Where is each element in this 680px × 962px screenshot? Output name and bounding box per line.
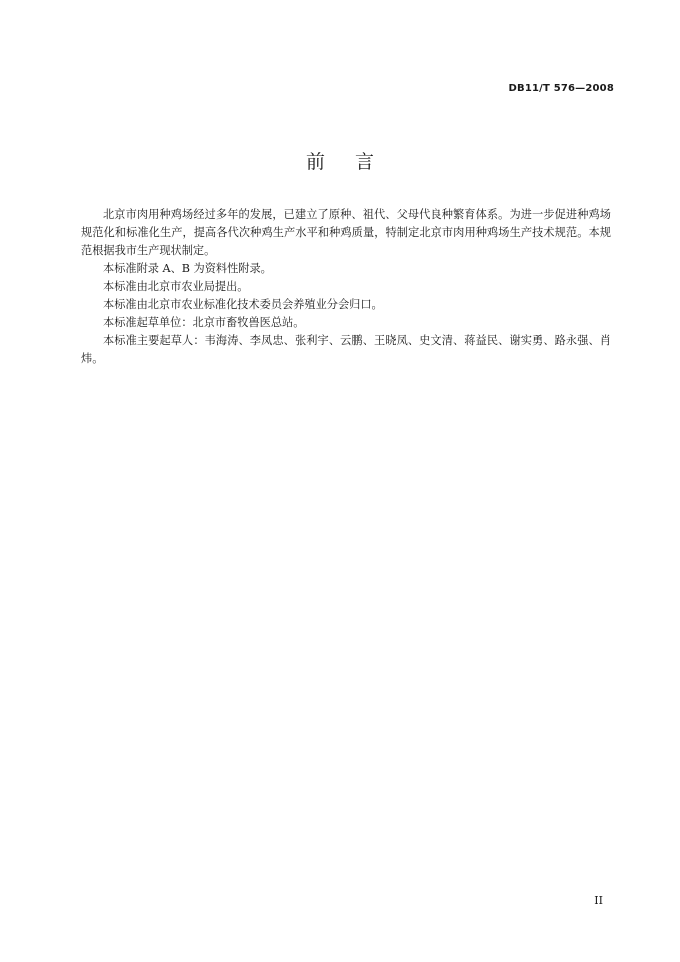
paragraph-intro: 北京市肉用种鸡场经过多年的发展，已建立了原种、祖代、父母代良种繁育体系。为进一步促进种鸡场规范化和标准化生产，提高各代次种鸡生产水平和种鸡质量，特制定北京市肉用种鸡场生产技术规范。本规范根据我市生产现状制定。 bbox=[81, 208, 611, 257]
page-title: 前言 bbox=[305, 151, 404, 173]
paragraph-drafting-unit: 本标准起草单位：北京市畜牧兽医总站。 bbox=[103, 316, 305, 329]
paragraph-appendix: 本标准附录 A、B 为资料性附录。 bbox=[103, 262, 272, 275]
paragraph-committee: 本标准由北京市农业标准化技术委员会养殖业分会归口。 bbox=[103, 298, 383, 311]
foreword-body bbox=[81, 206, 611, 368]
paragraph-drafters: 本标准主要起草人：韦海涛、李凤忠、张利宇、云鹏、王晓凤、史文清、蒋益民、谢实勇、路永强、肖炜。 bbox=[81, 334, 611, 365]
paragraph-proposer: 本标准由北京市农业局提出。 bbox=[103, 280, 249, 293]
standard-code: DB11/T 576—2008 bbox=[508, 83, 614, 94]
page-number: II bbox=[594, 894, 603, 907]
